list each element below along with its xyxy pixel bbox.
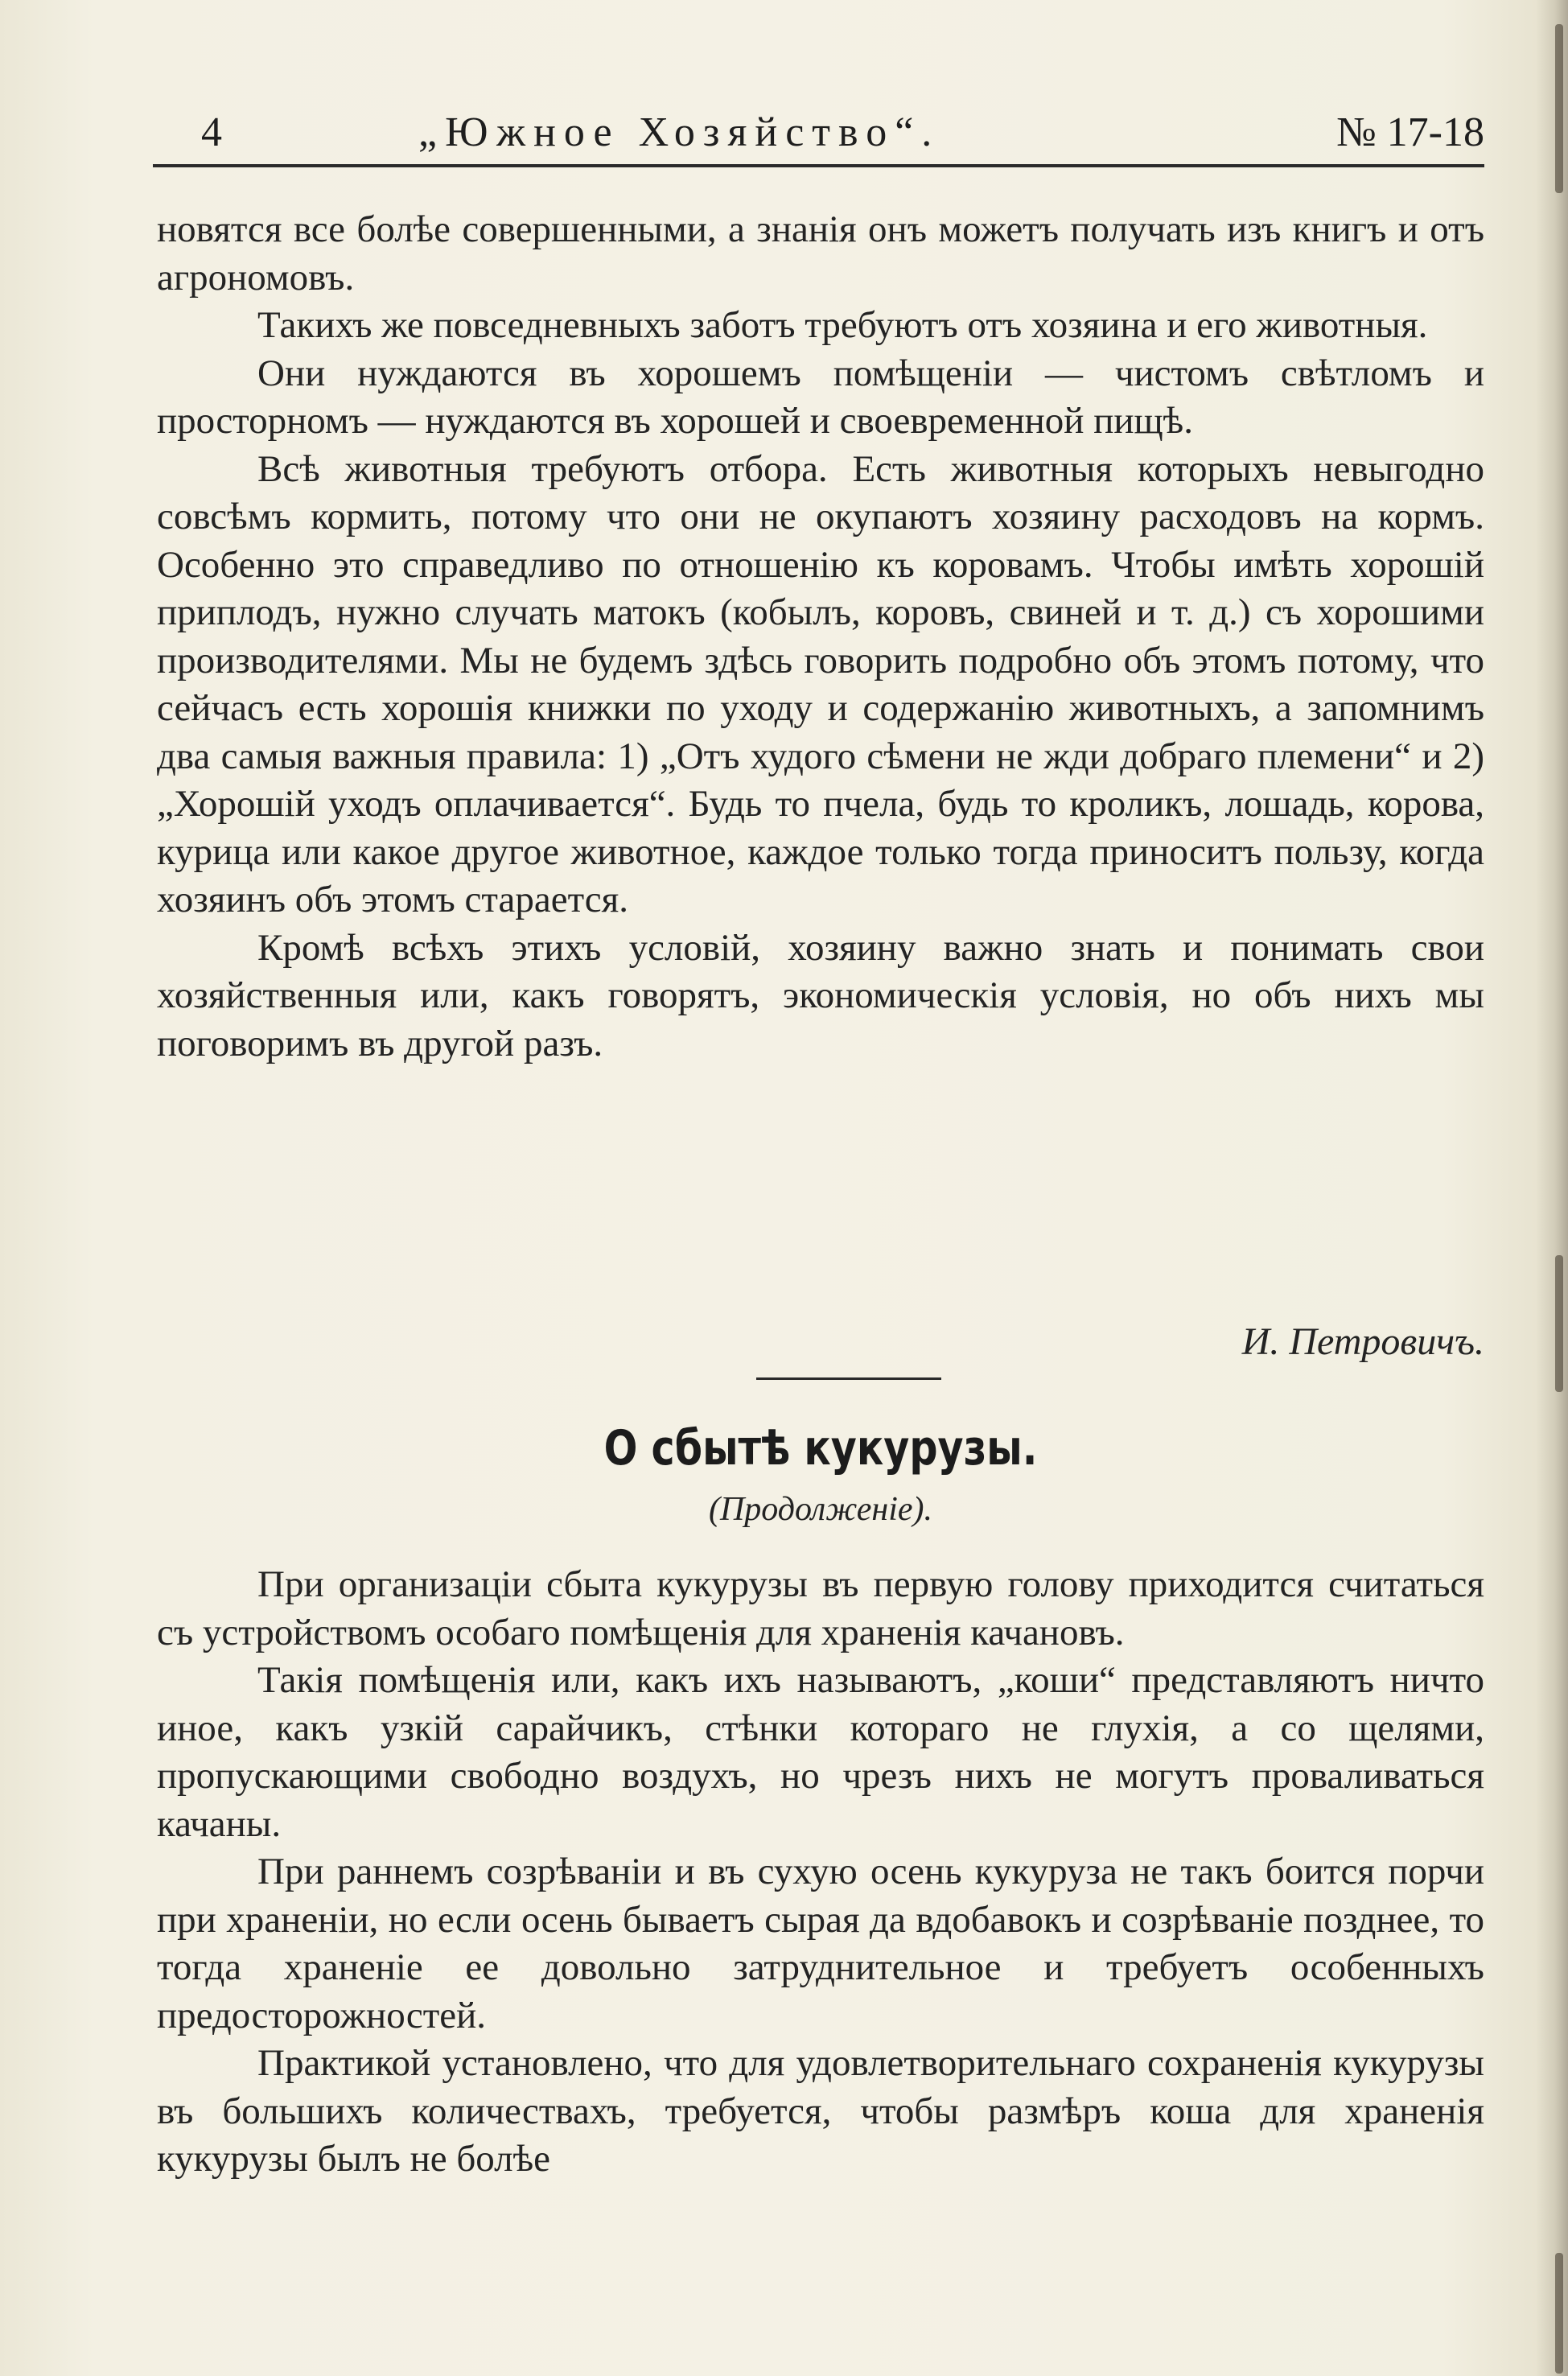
article-livestock-text	[157, 206, 1484, 1068]
torn-edge-bottom	[1555, 2253, 1563, 2374]
paragraph: Такихъ же повседневныхъ заботъ требуютъ отъ хозяина и его животныя.	[257, 304, 1428, 346]
article-subtitle: (Продолженіе).	[708, 1491, 933, 1528]
paragraph: Всѣ животныя требуютъ отбора. Есть животныя которыхъ невыгодно совсѣмъ кормить, потому что они не окупаютъ хозяину расходовъ на кормъ. Особенно это справедливо по отношенію къ коровамъ. Чтобы имѣть хорошій приплодъ, нужно случать матокъ (кобылъ, коровъ, свиней и т. д.) съ хорошими производителями. Мы не будемъ здѣсь говорить подробно объ этомъ потому, что сейчасъ есть хорошія книжки по уходу и содержанію животныхъ, а запомнимъ два самыя важныя правила: 1) „Отъ худого сѣмени не жди добраго племени“ и 2) „Хорошій уходъ оплачивается“. Будь то пчела, будь то кроликъ, лошадь, корова, курица или какое другое животное, каждое только тогда приноситъ пользу, когда хозяинъ объ этомъ старается.	[157, 447, 1484, 920]
paragraph: Такія помѣщенія или, какъ ихъ называютъ, „коши“ представляютъ ничто иное, какъ узкій сарайчикъ, стѣнки котораго не глухія, а со щелями, пропускающими свободно воздухъ, но чрезъ нихъ не могутъ проваливаться качаны.	[157, 1659, 1484, 1845]
journal-title: „Южное Хозяйство“.	[418, 109, 940, 155]
torn-edge-middle	[1555, 1255, 1563, 1392]
paragraph: Кромѣ всѣхъ этихъ условій, хозяину важно знать и понимать свои хозяйственныя или, какъ говорятъ, экономическія условія, но объ нихъ мы поговоримъ въ другой разъ.	[157, 926, 1484, 1064]
paragraph: При организаціи сбыта кукурузы въ первую голову приходится считаться съ устройствомъ особаго помѣщенія для храненія качановъ.	[157, 1563, 1484, 1653]
paragraph: Практикой установлено, что для удовлетворительнаго сохраненія кукурузы въ большихъ количествахъ, требуется, чтобы размѣръ коша для храненія кукурузы былъ не болѣе	[157, 2042, 1484, 2180]
torn-edge-top	[1555, 24, 1563, 193]
article-corn-text	[157, 1561, 1484, 2184]
paragraph: При раннемъ созрѣваніи и въ сухую осень кукуруза не такъ боится порчи при храненіи, но если осень бываетъ сырая да вдобавокъ и созрѣваніе позднее, то тогда храненіе ее довольно затруднительное и требуетъ особенныхъ предосторожностей.	[157, 1851, 1484, 2036]
paragraph: новятся все болѣе совершенными, а знанія онъ можетъ получать изъ книгъ и отъ агрономовъ.	[157, 208, 1484, 299]
running-header	[153, 105, 1484, 161]
section-separator	[756, 1377, 941, 1380]
page-number: 4	[201, 109, 222, 155]
article-title: О сбытѣ кукурузы.	[603, 1420, 1038, 1476]
issue-number: № 17-18	[1336, 109, 1484, 155]
author-signature: И. Петровичъ.	[1241, 1320, 1484, 1363]
page-edge-shadow	[1536, 0, 1568, 2376]
header-rule	[153, 164, 1484, 167]
paragraph: Они нуждаются въ хорошемъ помѣщеніи — чистомъ свѣтломъ и просторномъ — нуждаются въ хорошей и своевременной пищѣ.	[157, 352, 1484, 442]
